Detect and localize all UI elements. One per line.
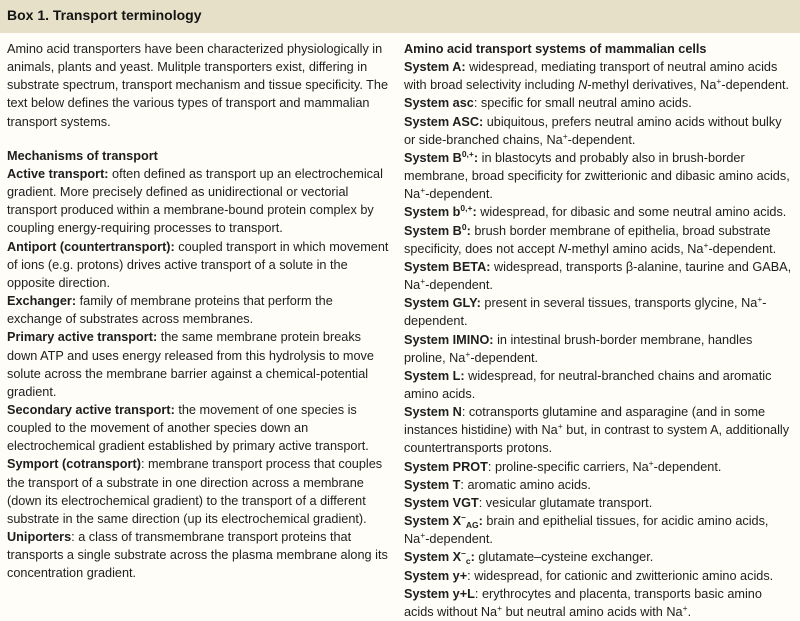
mechanisms-heading: Mechanisms of transport bbox=[7, 148, 158, 163]
entry-system-y-plus bbox=[404, 567, 794, 585]
entry-system-prot bbox=[404, 458, 794, 476]
plus: + bbox=[562, 130, 568, 141]
term: System ASC: bbox=[404, 114, 484, 129]
definition: -dependent. bbox=[470, 350, 539, 365]
italic-n: N bbox=[558, 241, 568, 256]
definition: : specific for small neutral amino acids. bbox=[473, 96, 692, 111]
term bbox=[404, 548, 475, 567]
definition: the movement of one species is coupled to the movement of another species down an electrochemical gradient established by primary active transport. bbox=[7, 402, 369, 454]
definition: in intestinal brush-border membrane, handles proline, bbox=[404, 332, 753, 365]
plus: + bbox=[420, 530, 426, 541]
colon: : bbox=[470, 550, 475, 565]
sodium: Na bbox=[541, 423, 558, 438]
entry-uniporters bbox=[7, 528, 390, 582]
definition: often defined as transport up an electrochemical gradient. More precisely defined as unidirectional or vectorial transport produced within a membrane-bound protein complex by coupling energy-requiring processes to transport. bbox=[7, 166, 383, 236]
definition: ubiquitous, prefers neutral amino acids without bulky or side-branched chains, bbox=[404, 114, 782, 147]
sodium: Na bbox=[546, 132, 563, 147]
term bbox=[404, 205, 477, 219]
entry-system-b0 bbox=[404, 222, 794, 258]
definition: brush border membrane of epithelia, broad substrate specificity, does not accept bbox=[404, 223, 771, 256]
term: Primary active transport: bbox=[7, 330, 158, 345]
plus: + bbox=[420, 276, 426, 287]
term: System T bbox=[404, 477, 461, 492]
term: Symport (cotransport) bbox=[7, 457, 141, 472]
sodium: Na bbox=[449, 350, 466, 365]
subscript: AG bbox=[465, 520, 479, 531]
sodium: Na bbox=[687, 241, 704, 256]
entry-system-b0-plus-small bbox=[404, 203, 794, 221]
entry-system-imino bbox=[404, 331, 794, 367]
term-text: System X bbox=[404, 514, 462, 529]
plus: + bbox=[420, 185, 426, 196]
definition: -dependent. bbox=[653, 459, 722, 474]
sodium: Na bbox=[404, 278, 421, 293]
definition: . bbox=[687, 604, 692, 619]
box-title: Box 1. Transport terminology bbox=[0, 0, 800, 33]
term: System y+ bbox=[404, 568, 468, 583]
definition: brain and epithelial tissues, for acidic amino acids, bbox=[482, 514, 769, 529]
superscript: 0,+ bbox=[460, 203, 473, 214]
term: System VGT bbox=[404, 495, 479, 510]
plus: + bbox=[497, 602, 503, 613]
plus: + bbox=[703, 239, 709, 250]
definition: : erythrocytes and placenta, transports basic amino acids without bbox=[404, 586, 762, 619]
definition: but, in contrast to system A, additionally countertransports protons. bbox=[404, 423, 790, 456]
colon: : bbox=[473, 150, 479, 165]
plus: + bbox=[465, 348, 471, 359]
entry-system-x-c bbox=[404, 548, 794, 566]
entry-system-vgt bbox=[404, 494, 794, 512]
definition: : membrane transport process that couples the transport of a substrate in one direction across a membrane (down its electrochemical gradient) to the transport of a different substrate in the same direction (up its electrochemical gradient). bbox=[7, 457, 383, 526]
superscript: – bbox=[461, 548, 466, 559]
term-text: System b bbox=[404, 205, 461, 220]
term: System asc bbox=[404, 96, 474, 111]
definition: -dependent. bbox=[425, 187, 493, 202]
entry-system-beta bbox=[404, 258, 794, 294]
left-column bbox=[7, 40, 390, 583]
term: System GLY: bbox=[404, 296, 481, 311]
superscript: 0 bbox=[461, 221, 467, 232]
entry-antiport bbox=[7, 238, 390, 292]
entry-system-asc-small bbox=[404, 94, 794, 112]
definition: : cotransports glutamine and asparagine (and in some instances histidine) with bbox=[404, 405, 766, 438]
definition: : vesicular glutamate transport. bbox=[478, 495, 653, 510]
definition: -dependent. bbox=[708, 241, 777, 256]
plus: + bbox=[648, 457, 654, 468]
definition: -methyl derivatives, bbox=[587, 78, 701, 93]
definition: : aromatic amino acids. bbox=[460, 477, 591, 492]
definition: the same membrane protein breaks down ATP and uses energy released from this hydrolysis to move solute across the membrane barrier against a chemical-potential gradient. bbox=[7, 330, 374, 399]
entry-system-b0-plus bbox=[404, 149, 794, 203]
definition: : proline-specific carriers, bbox=[487, 459, 633, 474]
definition: : widespread, for cationic and zwitterionic amino acids. bbox=[467, 568, 774, 583]
entry-active-transport bbox=[7, 165, 390, 238]
systems-heading: Amino acid transport systems of mammalian cells bbox=[404, 42, 707, 56]
definition: coupled transport in which movement of ions (e.g. protons) drives active transport of a solute in the opposite direction. bbox=[7, 239, 389, 290]
definition: -dependent. bbox=[721, 78, 790, 93]
intro-paragraph: Amino acid transporters have been characterized physiologically in animals, plants and yeast. Mulitple transporters exist, differing in substrate spectrum, transport mechanism and tissue specificity. The text below defines the various types of transport and mammalian transport systems. bbox=[7, 42, 389, 129]
entry-system-gly bbox=[404, 294, 794, 330]
term: System BETA: bbox=[404, 259, 491, 274]
term: Uniporters bbox=[7, 530, 72, 545]
colon: : bbox=[478, 514, 483, 529]
definition: but neutral amino acids with bbox=[502, 604, 667, 619]
term bbox=[404, 148, 479, 165]
definition: widespread, for neutral-branched chains and aromatic amino acids. bbox=[404, 368, 772, 401]
definition: family of membrane proteins that perform the exchange of substrates across membranes. bbox=[7, 294, 333, 327]
term-text: System X bbox=[404, 550, 462, 565]
sodium: Na bbox=[666, 604, 683, 619]
term: Exchanger: bbox=[7, 294, 77, 309]
entry-system-n bbox=[404, 403, 794, 457]
entry-exchanger bbox=[7, 292, 390, 328]
definition: glutamate–cysteine exchanger. bbox=[474, 550, 654, 565]
definition: -methyl amino acids, bbox=[567, 241, 688, 256]
definition: : a class of transmembrane transport proteins that transports a single substrate across the plasma membrane along its concentration gradient. bbox=[7, 530, 388, 581]
term: System PROT bbox=[404, 459, 488, 474]
term: Antiport (countertransport): bbox=[7, 239, 175, 254]
right-column bbox=[404, 40, 794, 621]
sodium: Na bbox=[700, 78, 717, 93]
superscript: 0,+ bbox=[461, 148, 474, 159]
entry-system-a bbox=[404, 58, 794, 94]
term-text: System B bbox=[404, 223, 462, 238]
definition: -dependent. bbox=[567, 132, 636, 147]
entry-system-y-plus-l bbox=[404, 585, 794, 621]
term: System y+L bbox=[404, 586, 475, 601]
definition: -dependent. bbox=[425, 278, 493, 293]
entry-system-x-ag bbox=[404, 512, 794, 548]
subscript: c bbox=[465, 556, 471, 567]
definition: -dependent. bbox=[425, 532, 493, 547]
sodium: Na bbox=[404, 187, 421, 202]
colon: : bbox=[472, 205, 477, 220]
definition: widespread, mediating transport of neutral amino acids with broad selectivity including bbox=[404, 60, 778, 93]
entry-system-t bbox=[404, 476, 794, 494]
colon: : bbox=[466, 223, 471, 238]
entry-system-asc bbox=[404, 113, 794, 149]
definition: -dependent. bbox=[404, 296, 767, 329]
entry-symport bbox=[7, 455, 390, 528]
term: System N bbox=[404, 405, 462, 420]
entry-secondary-active-transport bbox=[7, 401, 390, 455]
plus: + bbox=[716, 76, 722, 87]
sodium: Na bbox=[741, 296, 758, 311]
term: System IMINO: bbox=[404, 332, 494, 347]
term: Secondary active transport: bbox=[7, 402, 175, 417]
definition: widespread, transports β-alanine, taurine and GABA, bbox=[490, 259, 792, 274]
plus: + bbox=[757, 294, 763, 305]
plus: + bbox=[557, 421, 563, 432]
sodium: Na bbox=[404, 532, 421, 547]
italic-n: N bbox=[578, 78, 588, 93]
sodium: Na bbox=[480, 604, 498, 619]
sodium: Na bbox=[632, 459, 649, 474]
definition: in blastocyts and probably also in brush-border membrane, broad specificity for zwitterionic and dibasic amino acids, bbox=[404, 150, 790, 184]
term: System A: bbox=[404, 60, 466, 75]
term-text: System B bbox=[404, 150, 462, 165]
term: System L: bbox=[404, 368, 465, 383]
entry-system-l bbox=[404, 367, 794, 403]
superscript: – bbox=[461, 512, 466, 523]
definition: present in several tissues, transports glycine, bbox=[480, 296, 742, 311]
term bbox=[404, 221, 471, 238]
definition: widespread, for dibasic and some neutral amino acids. bbox=[476, 205, 787, 220]
term bbox=[404, 512, 483, 531]
term: Active transport: bbox=[7, 166, 109, 181]
plus: + bbox=[682, 602, 688, 613]
entry-primary-active-transport bbox=[7, 328, 390, 401]
